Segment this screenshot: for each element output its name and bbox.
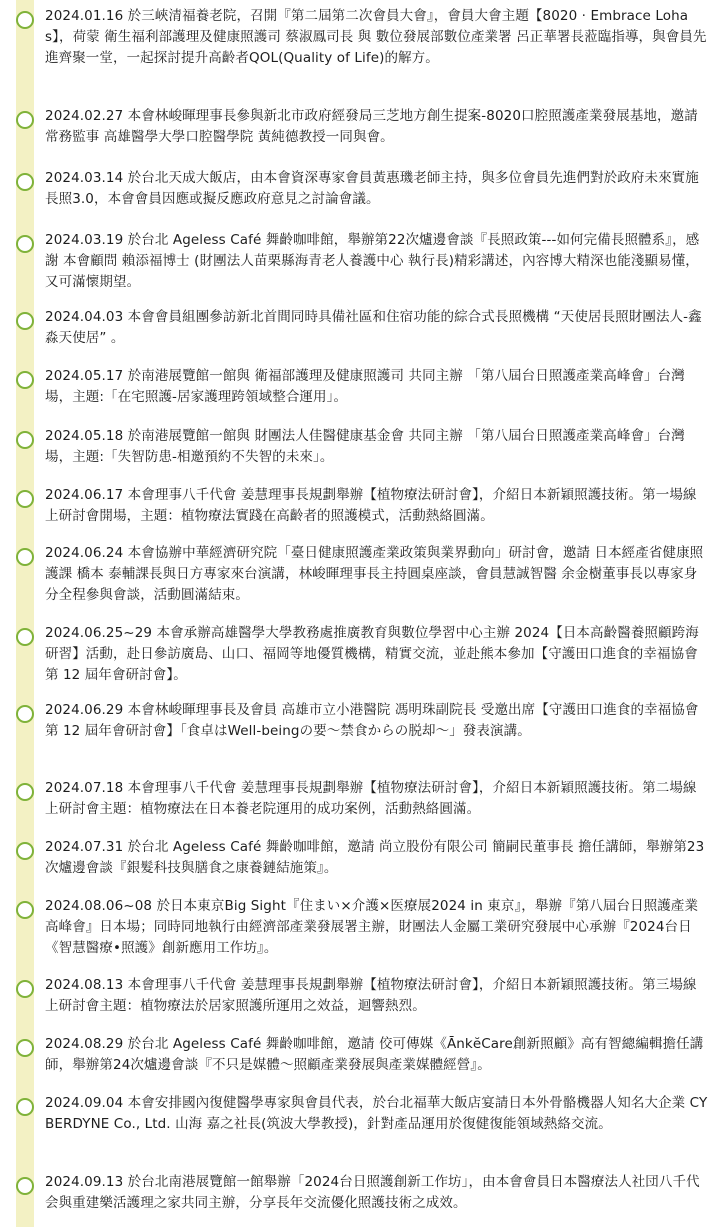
event-text: 2024.04.03 本會會員組團參訪新北首間同時具備社區和住宿功能的綜合式長照機構 “天使居長照財團法人-鑫淼天使居” 。 bbox=[45, 309, 702, 346]
event-text: 2024.02.27 本會林峻暉理事長參與新北市政府經發局三芝地方創生提案-8020口腔照護產業發展基地，邀請常務監事 高雄醫學大學口腔醫學院 黃純德教授一同與會。 bbox=[45, 108, 698, 145]
event-text: 2024.06.17 本會理事八千代會 姜慧理事長規劃舉辦【植物療法研討會】，介紹日本新穎照護技術。第一場線上研討會開場，主題：植物療法實踐在高齡者的照護模式，活動熱絡圓滿。 bbox=[45, 487, 697, 524]
event-text: 2024.01.16 於三峽清福養老院，召開『第二屆第二次會員大會』，會員大會主題【8020 · Embrace Lohas】，荷蒙 衛生福利部護理及健康照護司 蔡淑鳳司長 與 數位發展部數位產業署 呂正華署長蒞臨指導，與會員先進齊聚一堂，一起探討提升高齡者QOL(Quality of Life)的解方。 bbox=[45, 8, 707, 66]
timeline-circle-icon bbox=[16, 1039, 34, 1057]
event-text: 2024.06.24 本會協辦中華經濟研究院「臺日健康照護產業政策與業界動向」研討會，邀請 日本經產省健康照護課 橋本 泰輔課長與日方專家來台演講，林峻暉理事長主持圓桌座談，會員慧誠智醫 余金樹董事長以專家身分全程參與會談，活動圓滿結束。 bbox=[45, 545, 704, 603]
event-text: 2024.05.17 於南港展覽館一館與 衛福部護理及健康照護司 共同主辦 「第八屆台日照護產業高峰會」台灣場，主題:「在宅照護-居家護理跨領域整合運用」。 bbox=[45, 368, 685, 405]
event-text: 2024.03.19 於台北 Ageless Café 舞齡咖啡館，舉辦第22次爐邊會談『長照政策---如何完備長照體系』，感謝 本會顧問 賴添福博士 (財團法人苗栗縣海青老人養護中心 執行長)精彩講述，內容博大精深也能淺顯易懂，又可滿懷期望。 bbox=[45, 232, 700, 290]
event-text: 2024.09.04 本會安排國內復健醫學專家與會員代表，於台北福華大飯店宴請日本外骨骼機器人知名大企業 CYBERDYNE Co., Ltd. 山海 嘉之社長(筑波大學教授)，針對產品運用於復健復能領域熱絡交流。 bbox=[45, 1095, 708, 1132]
timeline-circle-icon bbox=[16, 842, 34, 860]
event-text: 2024.08.13 本會理事八千代會 姜慧理事長規劃舉辦【植物療法研討會】，介紹日本新穎照護技術。第三場線上研討會主題：植物療法於居家照護所運用之效益，迴響熱烈。 bbox=[45, 977, 697, 1014]
timeline-circle-icon bbox=[16, 11, 34, 29]
timeline-circle-icon bbox=[16, 1098, 34, 1116]
timeline-circle-icon bbox=[16, 490, 34, 508]
timeline-circle-icon bbox=[16, 1177, 34, 1195]
timeline-circle-icon bbox=[16, 371, 34, 389]
event-text: 2024.09.13 於台北南港展覽館一館舉辦「2024台日照護創新工作坊」，由本會會員日本醫療法人社団八千代会與重建樂活護理之家共同主辦，分享長年交流優化照護技術之成效。 bbox=[45, 1174, 700, 1211]
timeline-circle-icon bbox=[16, 312, 34, 330]
timeline-circle-icon bbox=[16, 901, 34, 919]
timeline-circle-icon bbox=[16, 705, 34, 723]
timeline-circle-icon bbox=[16, 980, 34, 998]
event-text: 2024.07.31 於台北 Ageless Café 舞齡咖啡館，邀請 尚立股份有限公司 簡嗣民董事長 擔任講師，舉辦第23次爐邊會談『銀髮科技與膳食之康養鏈結施策』。 bbox=[45, 839, 705, 876]
timeline-circle-icon bbox=[16, 628, 34, 646]
timeline-circle-icon bbox=[16, 111, 34, 129]
event-text: 2024.08.06~08 於日本東京Big Sight『住まい×介護×医療展2024 in 東京』，舉辦『第八屆台日照護產業高峰會』日本場；同時同地執行由經濟部產業發展署主辦，財團法人金屬工業研究發展中心承辦『2024台日《智慧醫療•照護》創新應用工作坊』。 bbox=[45, 898, 699, 956]
timeline-circle-icon bbox=[16, 783, 34, 801]
timeline-circle-icon bbox=[16, 173, 34, 191]
event-text: 2024.08.29 於台北 Ageless Café 舞齡咖啡館，邀請 佼可傳媒《ĀnkĕCare創新照顧》高有智總編輯擔任講師，舉辦第24次爐邊會談『不只是媒體～照顧產業發展與產業媒體經營』。 bbox=[45, 1036, 704, 1073]
event-text: 2024.07.18 本會理事八千代會 姜慧理事長規劃舉辦【植物療法研討會】，介紹日本新穎照護技術。第二場線上研討會主題：植物療法在日本養老院運用的成功案例，活動熱絡圓滿。 bbox=[45, 780, 697, 817]
event-text: 2024.06.25~29 本會承辦高雄醫學大學教務處推廣教育與數位學習中心主辦 2024【日本高齡醫養照顧跨海研習】活動，赴日參訪廣島、山口、福岡等地優質機構，精實交流，並赴熊本參加【守護田口進食的幸福協會 第 12 屆年會研討會】。 bbox=[45, 625, 699, 683]
event-text: 2024.06.29 本會林峻暉理事長及會員 高雄市立小港醫院 馮明珠副院長 受邀出席【守護田口進食的幸福協會 第 12 屆年會研討會】「食卓はWell-beingの要～禁食からの脱却～」發表演講。 bbox=[45, 702, 699, 739]
event-text: 2024.05.18 於南港展覽館一館與 財團法人佳醫健康基金會 共同主辦 「第八屆台日照護產業高峰會」台灣場，主題:「失智防患-相邀預約不失智的未來」。 bbox=[45, 428, 685, 465]
event-text: 2024.03.14 於台北天成大飯店，由本會資深專家會員黃惠璣老師主持，與多位會員先進們對於政府未來實施長照3.0，本會會員因應或擬反應政府意見之討論會議。 bbox=[45, 170, 699, 207]
timeline-circle-icon bbox=[16, 235, 34, 253]
timeline-circle-icon bbox=[16, 548, 34, 566]
timeline-circle-icon bbox=[16, 431, 34, 449]
